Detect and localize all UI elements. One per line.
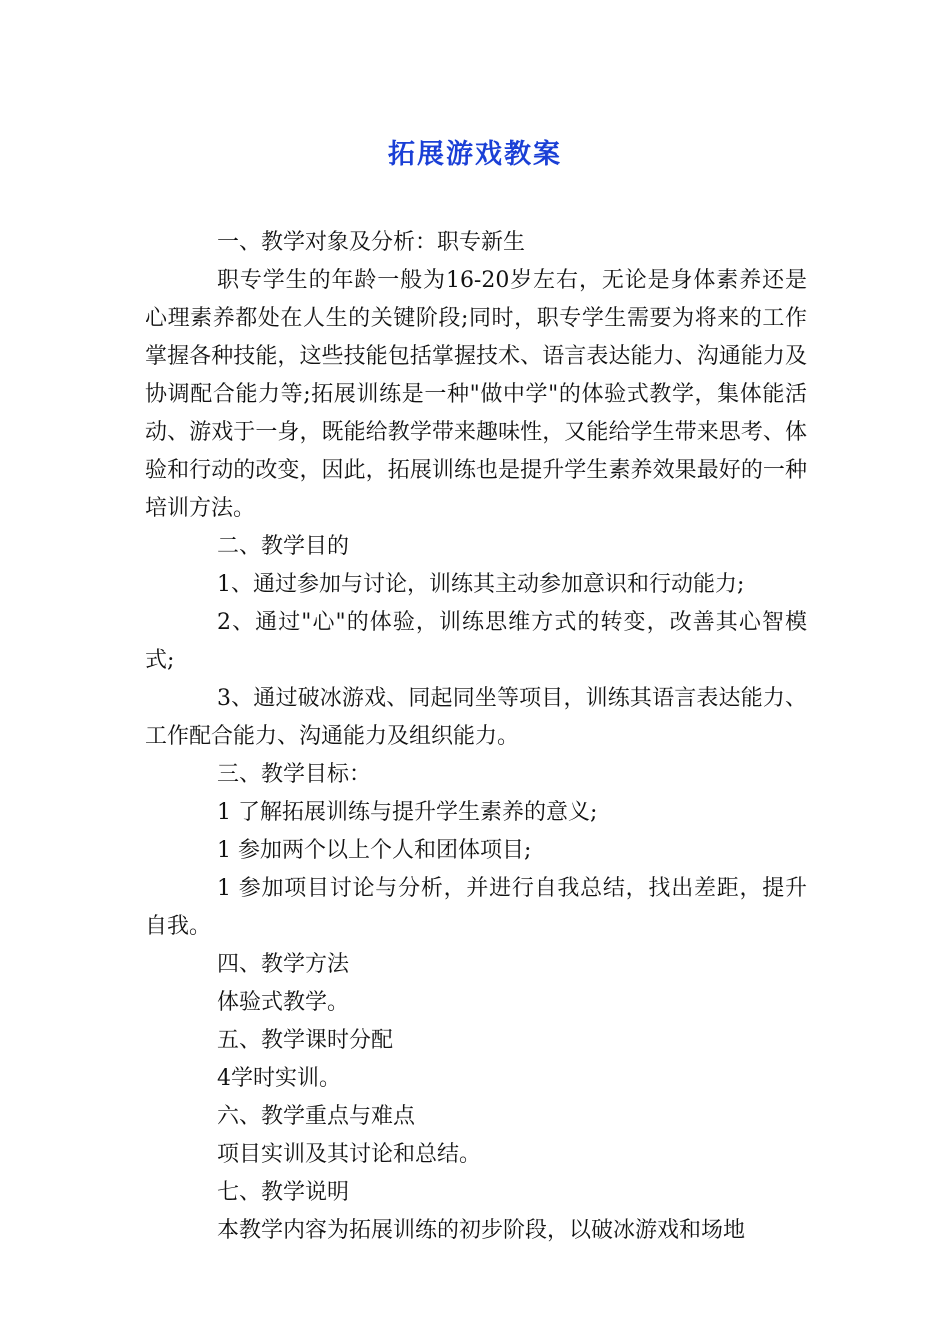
list-item: 1 参加项目讨论与分析，并进行自我总结，找出差距，提升自我。 [145, 876, 807, 939]
body-paragraph: 本教学内容为拓展训练的初步阶段，以破冰游戏和场地 [217, 1218, 746, 1243]
body-paragraph: 职专学生的年龄一般为16-20岁左右，无论是身体素养还是心理素养都处在人生的关键阶段;同时，职专学生需要为将来的工作掌握各种技能，这些技能包括掌握技术、语言表达能力、沟通能力及协调配合能力等;拓展训练是一种"做中学"的体验式教学，集体能活动、游戏于一身，既能给教学带来趣味性，又能给学生带来思考、体验和行动的改变，因此，拓展训练也是提升学生素养效果最好的一种培训方法。 [145, 268, 807, 521]
body-paragraph: 体验式教学。 [217, 990, 350, 1015]
list-item: 1 了解拓展训练与提升学生素养的意义; [217, 800, 598, 825]
body-paragraph: 项目实训及其讨论和总结。 [217, 1142, 482, 1167]
section-heading-5: 五、教学课时分配 [217, 1028, 394, 1053]
section-heading-2: 二、教学目的 [217, 534, 350, 559]
section-heading-7: 七、教学说明 [217, 1180, 350, 1205]
section-heading-4: 四、教学方法 [217, 952, 350, 977]
section-heading-6: 六、教学重点与难点 [217, 1104, 416, 1129]
list-item: 2、通过"心"的体验，训练思维方式的转变，改善其心智模式; [145, 610, 807, 673]
list-item: 3、通过破冰游戏、同起同坐等项目，训练其语言表达能力、工作配合能力、沟通能力及组织能力。 [145, 686, 807, 749]
list-item: 1 参加两个以上个人和团体项目; [217, 838, 532, 863]
document-title: 拓展游戏教案 [388, 139, 562, 170]
section-heading-1: 一、教学对象及分析：职专新生 [217, 230, 526, 255]
list-item: 1、通过参加与讨论，训练其主动参加意识和行动能力; [217, 572, 745, 597]
body-paragraph: 4学时实训。 [217, 1066, 341, 1091]
document-body [145, 224, 807, 1250]
section-heading-3: 三、教学目标： [217, 762, 372, 787]
